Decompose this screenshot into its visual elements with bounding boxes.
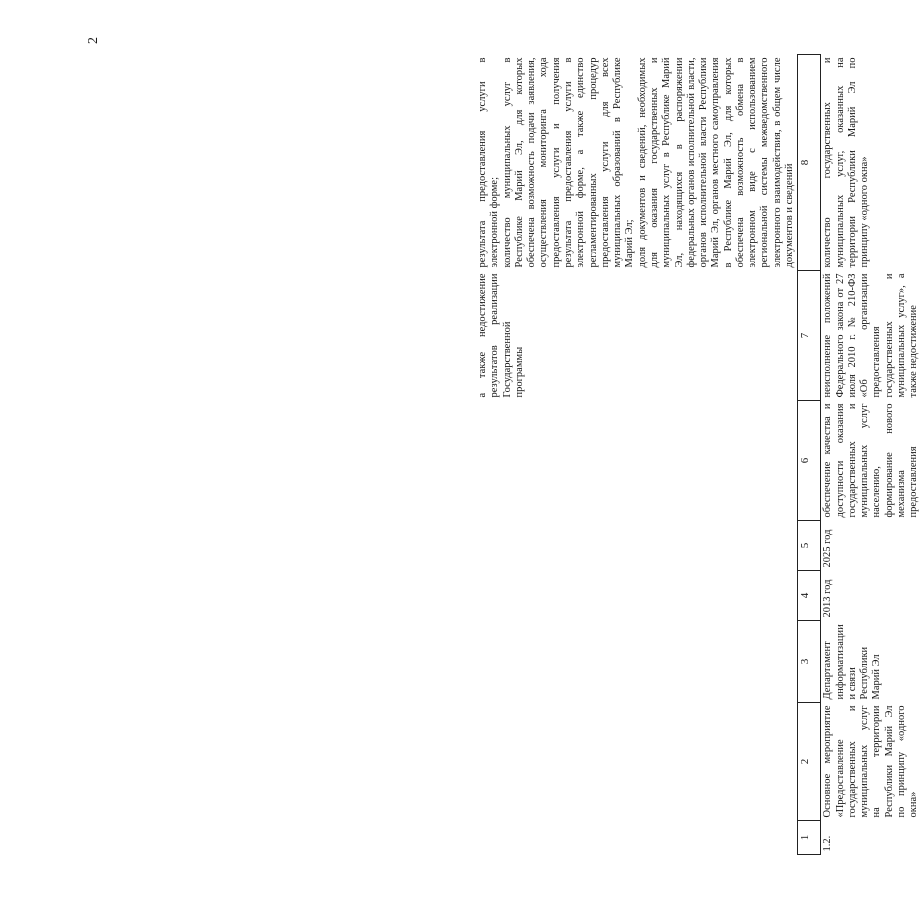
col-header-6: 6 [798,401,821,521]
continuation-indicators: результата предоставления услуги в электронной форме; количество муниципальных услуг в Республике Марий Эл, для которых обеспечена возможность подачи заявления, осуществления мониторинга хода предоставления услуги и получения результата предоставления услуги в электронной форме, а также единство регламентированных процедур предоставления услуги для всех муниципальных образований в Республике Марий Эл; доля документов и сведений, необходимых для оказания государственных и муниципальных услуг в Республике Марий Эл, находящихся в распоряжении федеральных органов исполнительной власти, органов исполнительной власти Республики Марий Эл, органов местного самоуправления в Республике Марий Эл, для которых обеспечена возможность обмена в электронном виде с использованием региональной системы межведомственного электронного взаимодействия, в общем числе документов и сведений [477,57,796,268]
col-header-5: 5 [798,521,821,571]
col-header-1: 1 [798,821,821,855]
row-result: обеспечение качества и доступности оказания государственных и муниципальных услуг населению, формирование нового механизма предоставления [822,403,920,518]
page-number: 2 [86,37,101,44]
row-consequences: неисполнение положений Федерального закона от 27 июля 2010 г. № 210-ФЗ «Об организации предоставления государственных и муниципальных услуг», а также недостижение [822,273,920,398]
program-table [476,54,922,855]
continuation-consequences: а также недостижение результатов реализации Государственной программы [477,273,525,398]
col-header-4: 4 [798,571,821,621]
table-header-row [798,55,821,855]
row-number: 1.2. [822,835,834,852]
row-indicators: количество государственных и муниципальных услуг, оказанных на территории Республики Марий Эл по принципу «одного окна» [822,57,871,268]
row-executor: Департамент информатизации и связи Республики Марий Эл [822,624,883,700]
col-header-3: 3 [798,621,821,703]
row-start-year: 2013 год [822,579,834,618]
table-row [821,55,922,855]
col-header-7: 7 [798,271,821,401]
col-header-2: 2 [798,703,821,821]
row-name: Основное мероприятие «Предоставление государственных и муниципальных услуг на территории Республики Марий Эл по принципу «одного окна» [822,705,920,818]
row-end-year: 2025 год [822,529,834,568]
col-header-8: 8 [798,55,821,271]
continuation-row [476,55,798,855]
